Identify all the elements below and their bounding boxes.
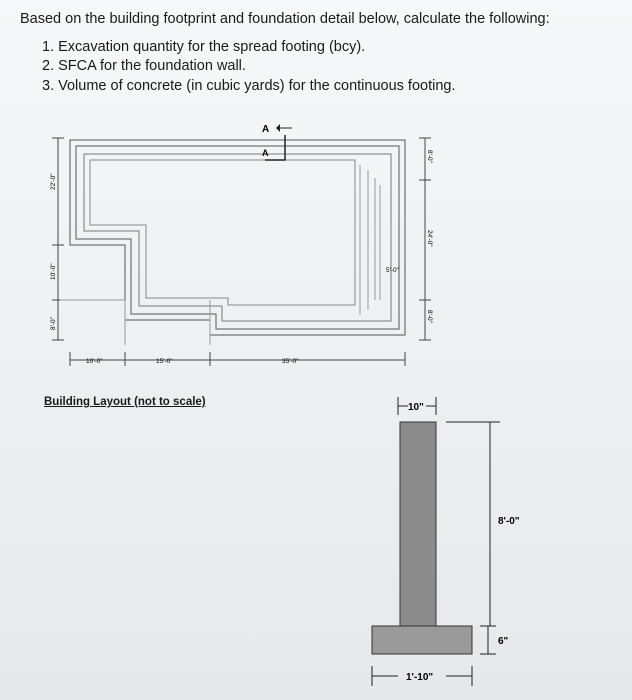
dim-bottom-3: 35'-0" [282,358,299,365]
wall-height-label: 8'-0" [498,516,520,527]
dim-left-top: 22'-0" [50,173,57,190]
wall-height-dimension [446,422,500,626]
foundation-wall [400,422,436,626]
section-label-a: A [262,124,270,135]
dim-bottom-2: 15'-0" [156,358,173,365]
question-item: 1. Excavation quantity for the spread footing (bcy). [42,38,366,55]
dim-right-mid: 24'-0" [426,230,433,247]
question-item: 2. SFCA for the foundation wall. [42,58,246,75]
dim-bottom-1: 10'-0" [86,358,103,365]
footing-thickness-dimension [480,626,496,654]
wall-thickness-label: 10" [408,402,424,413]
dim-left-bottom: 8'-0" [50,317,57,330]
dim-left-mid: 10'-0" [50,263,57,280]
layout-caption: Building Layout (not to scale) [44,396,206,408]
spread-footing [372,626,472,654]
dim-right-bottom: 8'-0" [426,310,433,323]
problem-intro: Based on the building footprint and foundation detail below, calculate the following: [20,11,550,27]
footing-thickness-label: 6" [498,636,509,647]
footing-width-label: 1'-10" [406,672,434,683]
question-item: 3. Volume of concrete (in cubic yards) for the continuous footing. [42,77,456,94]
dim-inner: 5'-0" [386,267,399,274]
section-label-a-lower: A [262,148,269,158]
dim-right-top: 8'-0" [426,150,433,163]
